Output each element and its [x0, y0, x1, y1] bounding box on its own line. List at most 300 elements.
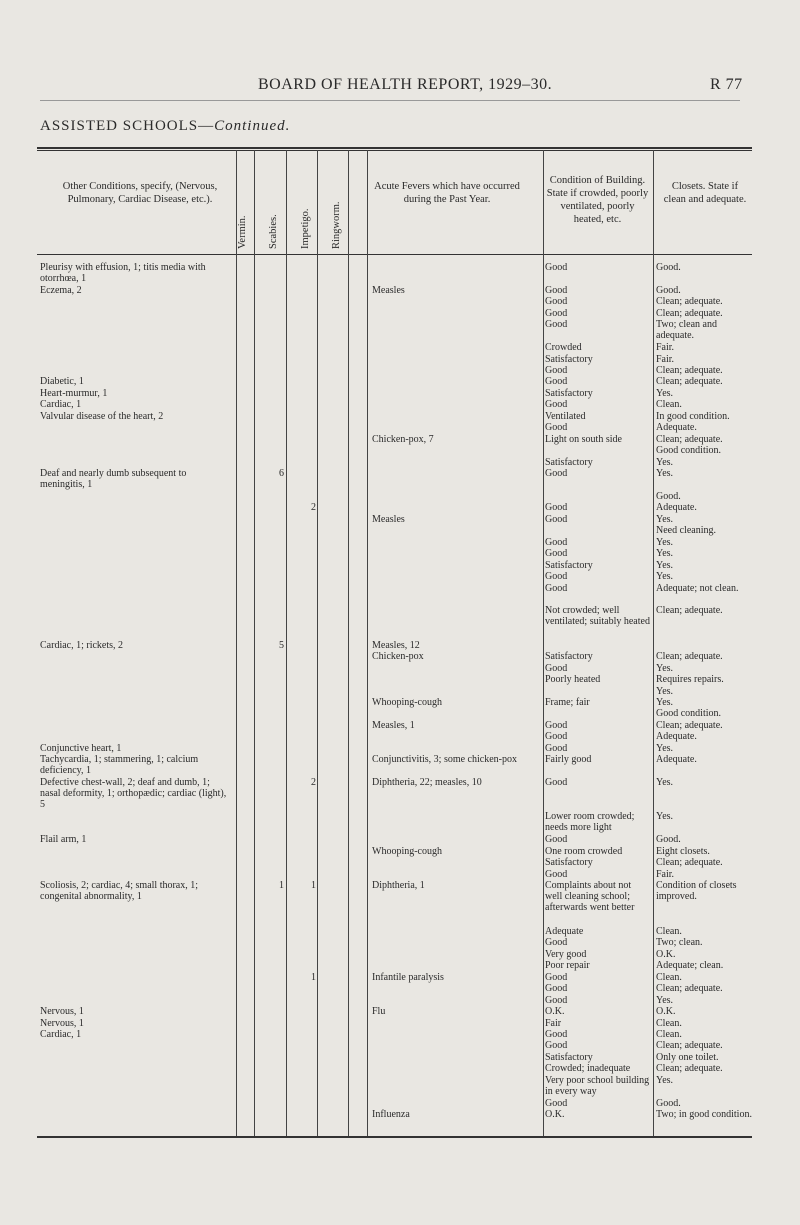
fever-cell [372, 262, 540, 285]
impetigo-cell [300, 342, 316, 353]
fever-cell [372, 365, 540, 376]
condition-cell: Flail arm, 1 [40, 834, 87, 846]
fever-cell [372, 560, 540, 571]
condition-cell [40, 434, 232, 445]
impetigo-cell [300, 937, 316, 948]
fever-cell: Measles [372, 513, 405, 525]
impetigo-cell [300, 548, 316, 559]
condition-cell [40, 502, 232, 513]
building-cell: Satisfactory [545, 353, 593, 365]
scabies-cell [268, 846, 284, 857]
header-bottom-rule [37, 254, 752, 255]
scabies-cell [268, 686, 284, 697]
table-row [0, 342, 800, 353]
building-cell: Good [545, 662, 568, 674]
closets-cell: Yes. [656, 697, 674, 708]
impetigo-cell [300, 583, 316, 606]
fever-cell [372, 537, 540, 548]
closets-cell: O.K. [656, 1006, 676, 1018]
fever-cell: Measles, 12 [372, 639, 420, 651]
impetigo-cell [300, 285, 316, 296]
scabies-cell [268, 537, 284, 548]
closets-cell: Adequate; clean. [656, 960, 724, 972]
impetigo-cell [300, 422, 316, 433]
condition-cell [40, 354, 232, 365]
scabies-cell [268, 949, 284, 960]
impetigo-cell [300, 674, 316, 685]
table-row [0, 1018, 800, 1029]
building-cell: Satisfactory [545, 651, 593, 663]
closets-cell: Clean; adequate. [656, 719, 723, 731]
scabies-cell: 6 [279, 468, 284, 480]
building-cell: Light on south side [545, 433, 622, 445]
scabies-cell [268, 983, 284, 994]
scabies-cell [268, 754, 284, 777]
fever-cell [372, 937, 540, 948]
condition-cell [40, 514, 232, 525]
impetigo-cell [300, 1098, 316, 1109]
fever-cell [372, 708, 540, 719]
impetigo-cell [300, 434, 316, 445]
closets-cell: Two; clean. [656, 937, 703, 949]
fever-cell [372, 686, 540, 697]
building-cell: Good [545, 983, 568, 995]
condition-cell [40, 422, 232, 433]
table-row [0, 651, 800, 662]
impetigo-cell [300, 983, 316, 994]
impetigo-cell [300, 514, 316, 525]
closets-cell: Yes. [656, 742, 674, 754]
fever-cell [372, 1029, 540, 1040]
scabies-cell [268, 571, 284, 582]
closets-cell: Good. [656, 834, 681, 846]
scabies-cell [268, 869, 284, 880]
fever-cell [372, 1052, 540, 1063]
condition-cell [40, 605, 232, 639]
impetigo-cell [300, 869, 316, 880]
table-row [0, 285, 800, 296]
fever-cell [372, 354, 540, 365]
closets-cell: Clean; adequate. [656, 983, 723, 995]
closets-cell: Adequate; not clean. [656, 582, 739, 594]
fever-cell [372, 548, 540, 559]
impetigo-cell [300, 296, 316, 307]
table-row [0, 720, 800, 731]
building-cell: Poor repair [545, 960, 590, 972]
fever-cell: Diphtheria, 1 [372, 880, 425, 892]
table-row [0, 445, 800, 456]
impetigo-cell [300, 445, 316, 456]
building-cell: Good [545, 365, 568, 377]
building-col-rule [543, 150, 544, 1136]
table-row [0, 514, 800, 525]
scabies-cell [268, 1109, 284, 1132]
condition-cell [40, 571, 232, 582]
impetigo-cell [300, 640, 316, 651]
table-row [0, 537, 800, 548]
scabies-cell [268, 777, 284, 811]
building-cell: Good [545, 868, 568, 880]
condition-cell [40, 537, 232, 548]
impetigo-cell [300, 365, 316, 376]
fever-cell [372, 857, 540, 868]
table-row [0, 365, 800, 376]
table-row [0, 319, 800, 342]
fever-cell: Measles [372, 284, 405, 296]
fever-cell [372, 926, 540, 937]
table-row [0, 388, 800, 399]
fever-cell: Chicken-pox, 7 [372, 433, 434, 445]
fever-cell: Measles, 1 [372, 719, 415, 731]
scabies-cell [268, 605, 284, 639]
fever-cell [372, 308, 540, 319]
scabies-cell [268, 262, 284, 285]
closets-cell: Fair. [656, 342, 675, 354]
impetigo-cell [300, 1006, 316, 1017]
building-cell: Poorly heated [545, 674, 601, 686]
impetigo-cell [300, 731, 316, 742]
closets-cell: Good. [656, 490, 681, 502]
closets-cell: Clean; adequate. [656, 857, 723, 869]
condition-cell [40, 1052, 232, 1063]
fever-cell [372, 674, 540, 685]
building-cell: Good [545, 719, 568, 731]
table-row [0, 960, 800, 971]
condition-cell [40, 731, 232, 742]
fever-cell [372, 571, 540, 582]
building-cell: Satisfactory [545, 857, 593, 869]
table-row [0, 399, 800, 410]
condition-cell [40, 1040, 232, 1051]
fever-cell [372, 605, 540, 639]
condition-cell: Nervous, 1 [40, 1017, 84, 1029]
condition-cell [40, 720, 232, 731]
impetigo-cell [300, 376, 316, 387]
building-cell: O.K. [545, 1006, 565, 1018]
condition-cell [40, 1063, 232, 1074]
impetigo-cell [300, 743, 316, 754]
fever-cell: Whooping-cough [372, 845, 442, 857]
fever-cell [372, 525, 540, 536]
closets-cell: Clean; adequate. [656, 307, 723, 319]
impetigo-cell [300, 308, 316, 319]
scabies-cell [268, 811, 284, 834]
table-row [0, 1029, 800, 1040]
closets-cell: Condition of closets improved. [656, 880, 737, 903]
fever-cell [372, 342, 540, 353]
condition-cell [40, 674, 232, 685]
closets-cell: Clean. [656, 971, 682, 983]
closets-cell: Adequate. [656, 422, 697, 434]
condition-cell [40, 560, 232, 571]
impetigo-cell [300, 560, 316, 571]
closets-cell: Clean. [656, 1028, 682, 1040]
closets-cell: Fair. [656, 353, 675, 365]
building-cell: Good [545, 399, 568, 411]
condition-cell: Cardiac, 1 [40, 1028, 82, 1040]
impetigo-cell [300, 720, 316, 731]
impetigo-cell [300, 491, 316, 502]
table-row [0, 1063, 800, 1074]
fever-cell: Influenza [372, 1109, 410, 1121]
scabies-cell [268, 1063, 284, 1074]
fever-cell [372, 983, 540, 994]
table-row [0, 422, 800, 433]
impetigo-cell [300, 1063, 316, 1074]
scabies-cell [268, 411, 284, 422]
closets-col-rule [653, 150, 654, 1136]
scabies-cell [268, 434, 284, 445]
fever-cell [372, 811, 540, 834]
scabies-cell [268, 1040, 284, 1051]
condition-cell: Deaf and nearly dumb subsequent to meningitis, 1 [40, 468, 187, 491]
closets-cell: Adequate. [656, 731, 697, 743]
fever-cell [372, 960, 540, 971]
scabies-cell [268, 365, 284, 376]
condition-cell: Diabetic, 1 [40, 376, 84, 388]
condition-cell [40, 548, 232, 559]
closets-cell: Yes. [656, 811, 674, 823]
impetigo-cell [300, 319, 316, 342]
closets-cell: Clean; adequate. [656, 1040, 723, 1052]
scabies-cell [268, 445, 284, 456]
impetigo-cell [300, 811, 316, 834]
impetigo-cell [300, 537, 316, 548]
condition-cell [40, 319, 232, 342]
scabies-cell [268, 296, 284, 307]
fever-cell [372, 1075, 540, 1098]
condition-cell [40, 296, 232, 307]
condition-cell [40, 708, 232, 719]
condition-cell [40, 697, 232, 708]
table-row [0, 754, 800, 777]
table-row [0, 983, 800, 994]
fever-cell: Diphtheria, 22; measles, 10 [372, 777, 482, 789]
closets-cell: Clean. [656, 399, 682, 411]
impetigo-cell [300, 262, 316, 285]
table-row [0, 640, 800, 651]
table-row [0, 995, 800, 1006]
impetigo-cell [300, 1109, 316, 1132]
table-row [0, 468, 800, 491]
building-cell: Very poor school building in every way [545, 1074, 650, 1097]
condition-cell: Pleurisy with effusion, 1; titis media with otorrhœa, 1 [40, 262, 206, 284]
table-row [0, 262, 800, 285]
building-cell: Good [545, 296, 568, 308]
closets-cell: Good. [656, 1097, 681, 1109]
scabies-cell [268, 457, 284, 468]
impetigo-cell [300, 605, 316, 639]
condition-cell [40, 972, 232, 983]
table-row [0, 857, 800, 868]
table-row [0, 1040, 800, 1051]
impetigo-col-rule [286, 150, 287, 1136]
building-cell: Good [545, 262, 568, 273]
scabies-cell [268, 548, 284, 559]
building-cell: Good [545, 1040, 568, 1052]
fever-cell [372, 583, 540, 606]
condition-cell [40, 983, 232, 994]
impetigo-cell: 1 [311, 880, 316, 892]
fever-cell [372, 949, 540, 960]
closets-cell: Good condition. [656, 445, 721, 457]
scabies-cell [268, 1098, 284, 1109]
impetigo-cell [300, 571, 316, 582]
condition-cell [40, 937, 232, 948]
building-cell: Good [545, 971, 568, 983]
condition-cell [40, 342, 232, 353]
closets-cell: Good. [656, 284, 681, 296]
ringworm-col-rule [317, 150, 318, 1136]
closets-cell: Clean; adequate. [656, 376, 723, 388]
scabies-cell: 1 [279, 880, 284, 892]
condition-cell [40, 926, 232, 937]
building-cell [545, 640, 650, 651]
condition-cell [40, 663, 232, 674]
scabies-cell [268, 1052, 284, 1063]
condition-cell: Conjunctive heart, 1 [40, 742, 122, 754]
building-cell: Good [545, 536, 568, 548]
closets-cell: Adequate. [656, 502, 697, 514]
building-cell: Good [545, 548, 568, 560]
table-top-rule-2 [37, 150, 752, 151]
impetigo-cell [300, 663, 316, 674]
header-building: Condition of Building. State if crowded, poorly ventilated, poorly heated, etc. [546, 175, 649, 225]
building-cell: Good [545, 777, 568, 789]
scabies-cell [268, 285, 284, 296]
header-conditions: Other Conditions, specify, (Nervous, Pulmonary, Cardiac Disease, etc.). [62, 181, 218, 205]
table-row [0, 674, 800, 685]
building-cell: Good [545, 502, 568, 514]
table-row [0, 880, 800, 926]
table-row [0, 548, 800, 559]
impetigo-cell [300, 399, 316, 410]
header-closets: Closets. State if clean and adequate. [663, 181, 747, 205]
closets-cell: Yes. [656, 387, 674, 399]
closets-cell: Yes. [656, 685, 674, 697]
scabies-cell [268, 583, 284, 606]
building-cell: Fair [545, 1017, 562, 1029]
closets-cell: Need cleaning. [656, 525, 716, 537]
building-cell: Adequate [545, 925, 584, 937]
impetigo-cell [300, 708, 316, 719]
table-row [0, 777, 800, 811]
building-cell: Satisfactory [545, 387, 593, 399]
header-scabies: Scabies. [268, 214, 279, 249]
scabies-cell [268, 502, 284, 513]
table-row [0, 457, 800, 468]
building-cell: Good [545, 742, 568, 754]
table-top-rule [37, 147, 752, 149]
scabies-col-rule [254, 150, 255, 1136]
closets-cell [656, 640, 752, 651]
fever-cell [372, 743, 540, 754]
impetigo-cell: 2 [311, 502, 316, 514]
building-cell: Good [545, 937, 568, 949]
closets-cell: Yes. [656, 662, 674, 674]
table-bottom-rule [37, 1136, 752, 1138]
condition-cell [40, 651, 232, 662]
condition-cell: Cardiac, 1 [40, 399, 82, 411]
scabies-cell [268, 720, 284, 731]
building-cell: Good [545, 571, 568, 583]
condition-cell: Eczema, 2 [40, 284, 82, 296]
scabies-cell [268, 960, 284, 971]
impetigo-cell [300, 1075, 316, 1098]
page-number: R 77 [710, 76, 743, 93]
fever-cell [372, 468, 540, 491]
vermin-col-rule [236, 150, 237, 1136]
closets-cell: Yes. [656, 468, 674, 480]
closets-cell: Two; clean and adequate. [656, 319, 717, 342]
condition-cell [40, 869, 232, 880]
building-cell: Ventilated [545, 410, 586, 422]
closets-cell: Good condition. [656, 708, 721, 720]
scabies-cell [268, 491, 284, 502]
building-cell: Good [545, 1028, 568, 1040]
closets-cell: Eight closets. [656, 845, 710, 857]
closets-cell: Good. [656, 262, 681, 273]
scabies-cell [268, 514, 284, 525]
scabies-cell [268, 342, 284, 353]
condition-cell: Heart-murmur, 1 [40, 387, 108, 399]
impetigo-cell [300, 846, 316, 857]
fever-cell [372, 491, 540, 502]
fever-cell: Conjunctivitis, 3; some chicken-pox [372, 754, 517, 766]
scabies-cell [268, 995, 284, 1006]
impetigo-cell [300, 1052, 316, 1063]
closets-cell: Clean. [656, 925, 682, 937]
building-cell: Frame; fair [545, 697, 590, 708]
condition-cell: Nervous, 1 [40, 1006, 84, 1018]
table-row [0, 926, 800, 937]
closets-cell: Yes. [656, 1074, 674, 1086]
fevers-col-left-rule [348, 150, 349, 1136]
building-cell: Good [545, 834, 568, 846]
table-row [0, 605, 800, 639]
condition-cell [40, 445, 232, 456]
table-row [0, 846, 800, 857]
scabies-cell [268, 651, 284, 662]
impetigo-cell [300, 926, 316, 937]
scabies-cell: 5 [279, 639, 284, 651]
header-impetigo: Impetigo. [300, 208, 311, 249]
table-row [0, 743, 800, 754]
scabies-cell [268, 422, 284, 433]
fever-cell [372, 834, 540, 845]
building-cell: Good [545, 376, 568, 388]
building-cell: One room crowded [545, 845, 623, 857]
building-cell: Satisfactory [545, 456, 593, 468]
fever-cell: Whooping-cough [372, 697, 442, 708]
condition-cell [40, 457, 232, 468]
building-cell [545, 445, 650, 456]
table-row [0, 1109, 800, 1132]
building-cell: Very good [545, 948, 587, 960]
closets-cell: Yes. [656, 513, 674, 525]
closets-cell: Clean; adequate. [656, 433, 723, 445]
fever-cell: Chicken-pox [372, 651, 424, 663]
scabies-cell [268, 354, 284, 365]
impetigo-cell [300, 1040, 316, 1051]
building-cell: Good [545, 307, 568, 319]
fever-cell: Infantile paralysis [372, 971, 444, 983]
table-row [0, 354, 800, 365]
table-row [0, 663, 800, 674]
condition-cell [40, 857, 232, 868]
condition-cell [40, 1109, 232, 1132]
building-cell: Good [545, 994, 568, 1006]
